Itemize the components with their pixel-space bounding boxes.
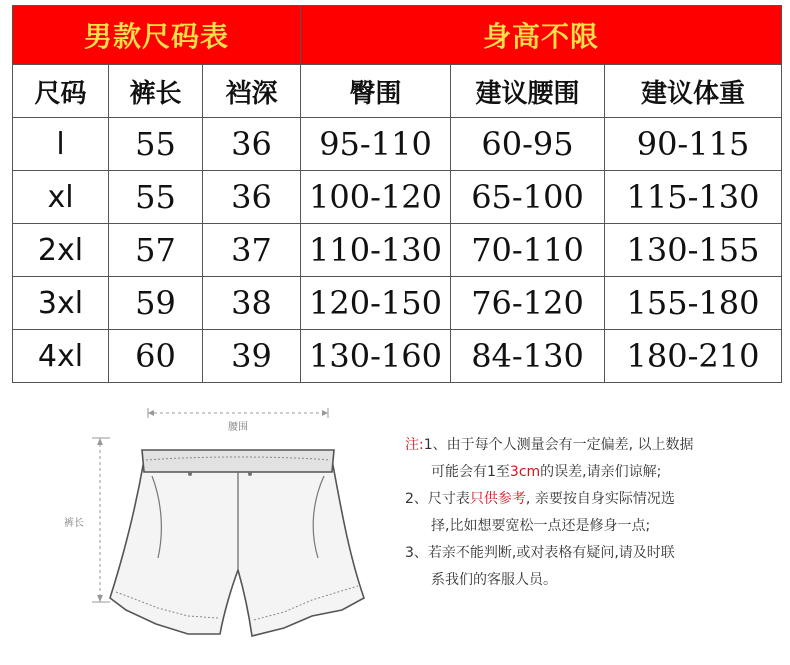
- cell-pants-length: 60: [109, 330, 203, 383]
- note-1-line-2: [405, 459, 785, 486]
- table-row: [13, 277, 782, 330]
- table-row: [13, 118, 782, 171]
- table-row: [13, 171, 782, 224]
- cell-hip: 100-120: [301, 171, 451, 224]
- cell-size: 4xl: [13, 330, 109, 383]
- cell-rise: 39: [203, 330, 301, 383]
- note-1-highlight: 3cm: [509, 464, 541, 480]
- banner-right-cell: [301, 6, 782, 65]
- banner-left-cell: [13, 6, 301, 65]
- table-banner: [13, 6, 782, 65]
- note-2-line-2: 择,比如想要宽松一点还是修身一点;: [431, 518, 651, 534]
- table-row: [13, 330, 782, 383]
- table-row: [13, 224, 782, 277]
- header-waist: 建议腰围: [451, 65, 605, 118]
- header-hip: 臀围: [301, 65, 451, 118]
- cell-hip: 120-150: [301, 277, 451, 330]
- header-pants-length: 裤长: [109, 65, 203, 118]
- note-2-highlight: 只供参考: [469, 491, 526, 507]
- note-3-line-2: 系我们的客服人员。: [431, 572, 557, 588]
- note-1-number: 1、: [423, 437, 447, 453]
- cell-weight: 155-180: [605, 277, 782, 330]
- note-2-line-1: [405, 486, 785, 513]
- cell-pants-length: 55: [109, 118, 203, 171]
- cell-pants-length: 57: [109, 224, 203, 277]
- cell-hip: 95-110: [301, 118, 451, 171]
- cell-size: 3xl: [13, 277, 109, 330]
- cell-weight: 90-115: [605, 118, 782, 171]
- cell-waist: 65-100: [451, 171, 605, 224]
- banner-subtitle: 身高不限: [483, 20, 600, 53]
- cell-rise: 36: [203, 118, 301, 171]
- shorts-illustration: [110, 450, 364, 636]
- cell-weight: 115-130: [605, 171, 782, 224]
- note-1-text-c: 的误差,请亲们谅解;: [540, 464, 662, 480]
- cell-size: 2xl: [13, 224, 109, 277]
- cell-weight: 130-155: [605, 224, 782, 277]
- note-2-text-c: , 亲要按自身实际情况选: [525, 491, 675, 507]
- cell-size: l: [13, 118, 109, 171]
- note-3-line-1: 3、若亲不能判断,或对表格有疑问,请及时联: [405, 545, 675, 561]
- cell-size: xl: [13, 171, 109, 224]
- note-2-text-a: 2、尺寸表: [405, 491, 470, 507]
- cell-waist: 60-95: [451, 118, 605, 171]
- cell-weight: 180-210: [605, 330, 782, 383]
- waist-label: 腰围: [228, 422, 248, 433]
- table-header-row: [13, 65, 782, 118]
- size-chart-table: [12, 5, 782, 383]
- note-1-line-1: [405, 432, 785, 459]
- cell-waist: 76-120: [451, 277, 605, 330]
- cell-pants-length: 55: [109, 171, 203, 224]
- header-rise: 裆深: [203, 65, 301, 118]
- header-weight: 建议体重: [605, 65, 782, 118]
- note-1-text-a: 可能会有1至: [431, 464, 510, 480]
- shorts-measurement-diagram: [40, 402, 375, 657]
- size-notes: [405, 432, 785, 594]
- waist-dimension: [148, 408, 328, 433]
- cell-pants-length: 59: [109, 277, 203, 330]
- cell-rise: 37: [203, 224, 301, 277]
- cell-rise: 38: [203, 277, 301, 330]
- cell-waist: 70-110: [451, 224, 605, 277]
- cell-hip: 110-130: [301, 224, 451, 277]
- note-1-text: 由于每个人测量会有一定偏差, 以上数据: [446, 437, 694, 453]
- note-prefix: 注:: [405, 437, 424, 453]
- length-label: 裤长: [64, 518, 84, 529]
- header-size: 尺码: [13, 65, 109, 118]
- banner-title: 男款尺码表: [83, 20, 229, 53]
- length-dimension: [64, 438, 110, 602]
- cell-rise: 36: [203, 171, 301, 224]
- cell-waist: 84-130: [451, 330, 605, 383]
- cell-hip: 130-160: [301, 330, 451, 383]
